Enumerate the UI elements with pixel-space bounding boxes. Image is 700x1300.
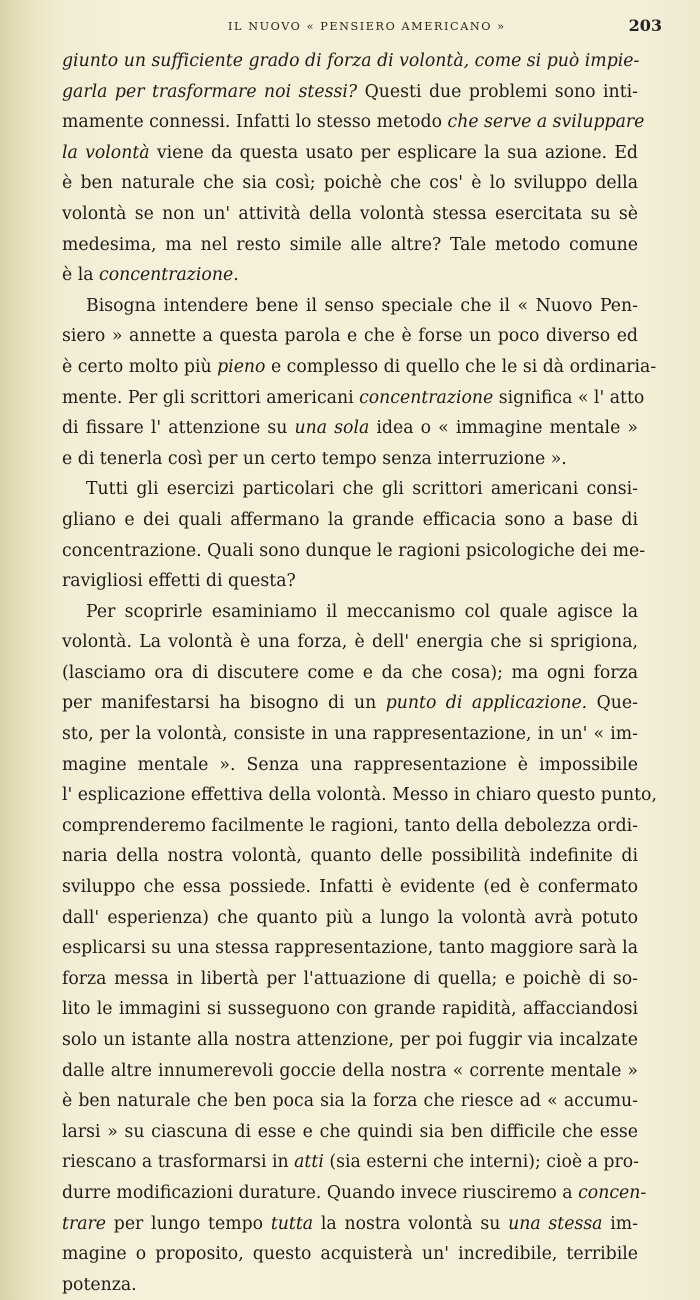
text-span: idea o « immagine mentale » [369, 418, 638, 439]
text-span: volontà se non un' attività della volontà stessa esercitata su sè [62, 203, 638, 224]
text-line [62, 872, 638, 903]
text-line [62, 658, 638, 689]
text-line [62, 750, 638, 781]
text-line [62, 841, 638, 872]
text-span: Tutti gli esercizi particolari che gli scrittori americani consi- [86, 479, 638, 500]
text-line [62, 811, 638, 842]
text-line [62, 46, 638, 77]
italic-text: trare [62, 1213, 106, 1234]
text-line [62, 1056, 638, 1087]
text-line [62, 77, 638, 108]
text-span: viene da questa usato per esplicare la sua azione. Ed [149, 142, 638, 163]
text-span: per manifestarsi ha bisogno di un [62, 693, 386, 714]
text-line [62, 1025, 638, 1056]
text-span: mamente connessi. Infatti lo stesso metodo [62, 112, 448, 133]
italic-text: concentrazione. [99, 265, 239, 286]
text-line [62, 474, 638, 505]
italic-text: garla per trasformare noi stessi? [62, 81, 358, 102]
text-span: im- [602, 1213, 639, 1234]
text-line [62, 1117, 638, 1148]
body-text [62, 46, 657, 1300]
text-span: Questi due problemi sono inti- [357, 81, 639, 102]
text-span: la nostra volontà su [313, 1213, 509, 1234]
text-line [62, 1086, 638, 1117]
running-head: IL NUOVO « PENSIERO AMERICANO » [228, 20, 506, 33]
text-span: dall' esperienza) che quanto più a lungo la volontà avrà potuto [62, 907, 638, 928]
text-line [62, 627, 638, 658]
text-span: magine o proposito, questo acquisterà un' incredibile, terribile [62, 1244, 638, 1265]
text-span: di fissare l' attenzione su [62, 418, 295, 439]
text-span: volontà. La volontà è una forza, è dell' energia che si sprigiona, [62, 632, 638, 653]
italic-text: concen- [578, 1182, 647, 1203]
text-line [62, 138, 638, 169]
text-line [62, 291, 638, 322]
text-line [62, 1178, 647, 1209]
text-line [62, 964, 638, 995]
text-span: significa « l' atto [493, 387, 645, 408]
italic-text: atti [294, 1152, 324, 1173]
text-span: ravigliosi effetti di questa? [62, 571, 296, 592]
page-header [62, 16, 662, 38]
text-line [62, 260, 638, 291]
text-line [62, 1147, 638, 1178]
text-span: per lungo tempo [106, 1213, 271, 1234]
text-line [62, 688, 638, 719]
text-line [62, 719, 638, 750]
text-span: durre modificazioni durature. Quando invece riusciremo a [62, 1182, 579, 1203]
text-line [62, 107, 645, 138]
italic-text: punto di applicazione. [385, 693, 588, 714]
text-line [62, 352, 657, 383]
text-span: solo un istante alla nostra attenzione, per poi fuggir via incalzate [62, 1030, 638, 1050]
text-span: è ben naturale che sia così; poichè che cos' è lo sviluppo della [62, 173, 638, 194]
text-line [62, 1209, 638, 1240]
text-span: Que- [587, 693, 638, 714]
italic-text: una stessa [508, 1213, 603, 1234]
text-line [62, 230, 638, 261]
text-span: naria della nostra volontà, quanto delle possibilità indefinite di [62, 846, 638, 867]
text-span: sto, per la volontà, consiste in una rappresentazione, in un' « im- [62, 724, 638, 745]
text-span: è ben naturale che ben poca sia la forza che riesce ad « accumu- [62, 1091, 638, 1112]
text-span: l' esplicazione effettiva della volontà. Messo in chiaro questo punto, [62, 785, 657, 806]
text-span: dalle altre innumerevoli goccie della nostra « corrente mentale » [62, 1060, 638, 1081]
page-number: 203 [628, 16, 662, 35]
text-span: è la [62, 265, 100, 286]
italic-text: giunto un sufficiente grado di forza di volontà, come si può impie- [62, 51, 640, 71]
text-span: è certo molto più [62, 356, 218, 377]
text-line [62, 780, 657, 811]
text-span: Bisogna intendere bene il senso speciale che il « Nuovo Pen- [86, 295, 638, 316]
text-span: (lasciamo ora di discutere come e da che cosa); ma ogni forza [62, 662, 638, 683]
italic-text: che serve a sviluppare [447, 112, 645, 133]
text-span: gliano e dei quali affermano la grande efficacia sono a base di [62, 509, 638, 530]
italic-text: concentrazione [359, 387, 494, 408]
text-span: siero » annette a questa parola e che è forse un poco diverso ed [62, 326, 638, 347]
text-span: (sia esterni che interni); cioè a pro- [323, 1152, 639, 1173]
text-line [62, 566, 638, 597]
text-span: riescano a trasformarsi in [62, 1152, 295, 1173]
text-span: forza messa in libertà per l'attuazione di quella; e poichè di so- [62, 968, 638, 989]
text-span: concentrazione. Quali sono dunque le ragioni psicologiche dei me- [62, 540, 646, 561]
text-line [62, 444, 638, 475]
italic-text: la volontà [62, 142, 150, 163]
text-span: magine mentale ». Senza una rappresentazione è impossibile [62, 754, 638, 775]
text-span: potenza. [62, 1274, 137, 1295]
text-line [62, 994, 638, 1025]
italic-text: tutta [270, 1213, 314, 1234]
text-line [62, 536, 646, 567]
text-span: sviluppo che essa possiede. Infatti è evidente (ed è confermato [62, 877, 638, 898]
text-line [62, 383, 645, 414]
text-span: medesima, ma nel resto simile alle altre? Tale metodo comune [62, 234, 638, 255]
text-span: Per scoprirle esaminiamo il meccanismo col quale agisce la [86, 601, 638, 622]
book-page [62, 0, 662, 1295]
text-span: e complesso di quello che le si dà ordinaria- [265, 356, 657, 377]
text-line [62, 903, 638, 934]
text-line [62, 321, 638, 352]
text-span: mente. Per gli scrittori americani [62, 387, 360, 408]
text-line [62, 1239, 638, 1270]
text-line [62, 1270, 638, 1300]
text-line [62, 199, 638, 230]
text-line [62, 168, 638, 199]
text-line [62, 505, 638, 536]
text-span: lito le immagini si susseguono con grande rapidità, affacciandosi [62, 999, 638, 1020]
text-span: comprenderemo facilmente le ragioni, tanto della debolezza ordi- [62, 815, 638, 836]
italic-text: una sola [294, 418, 370, 439]
text-line [62, 933, 638, 964]
italic-text: pieno [217, 356, 266, 377]
text-span: esplicarsi su una stessa rappresentazione, tanto maggiore sarà la [62, 938, 638, 959]
text-line [62, 597, 638, 628]
text-span: larsi » su ciascuna di esse e che quindi sia ben difficile che esse [62, 1121, 638, 1142]
text-span: e di tenerla così per un certo tempo senza interruzione ». [62, 448, 567, 469]
text-line [62, 413, 638, 444]
